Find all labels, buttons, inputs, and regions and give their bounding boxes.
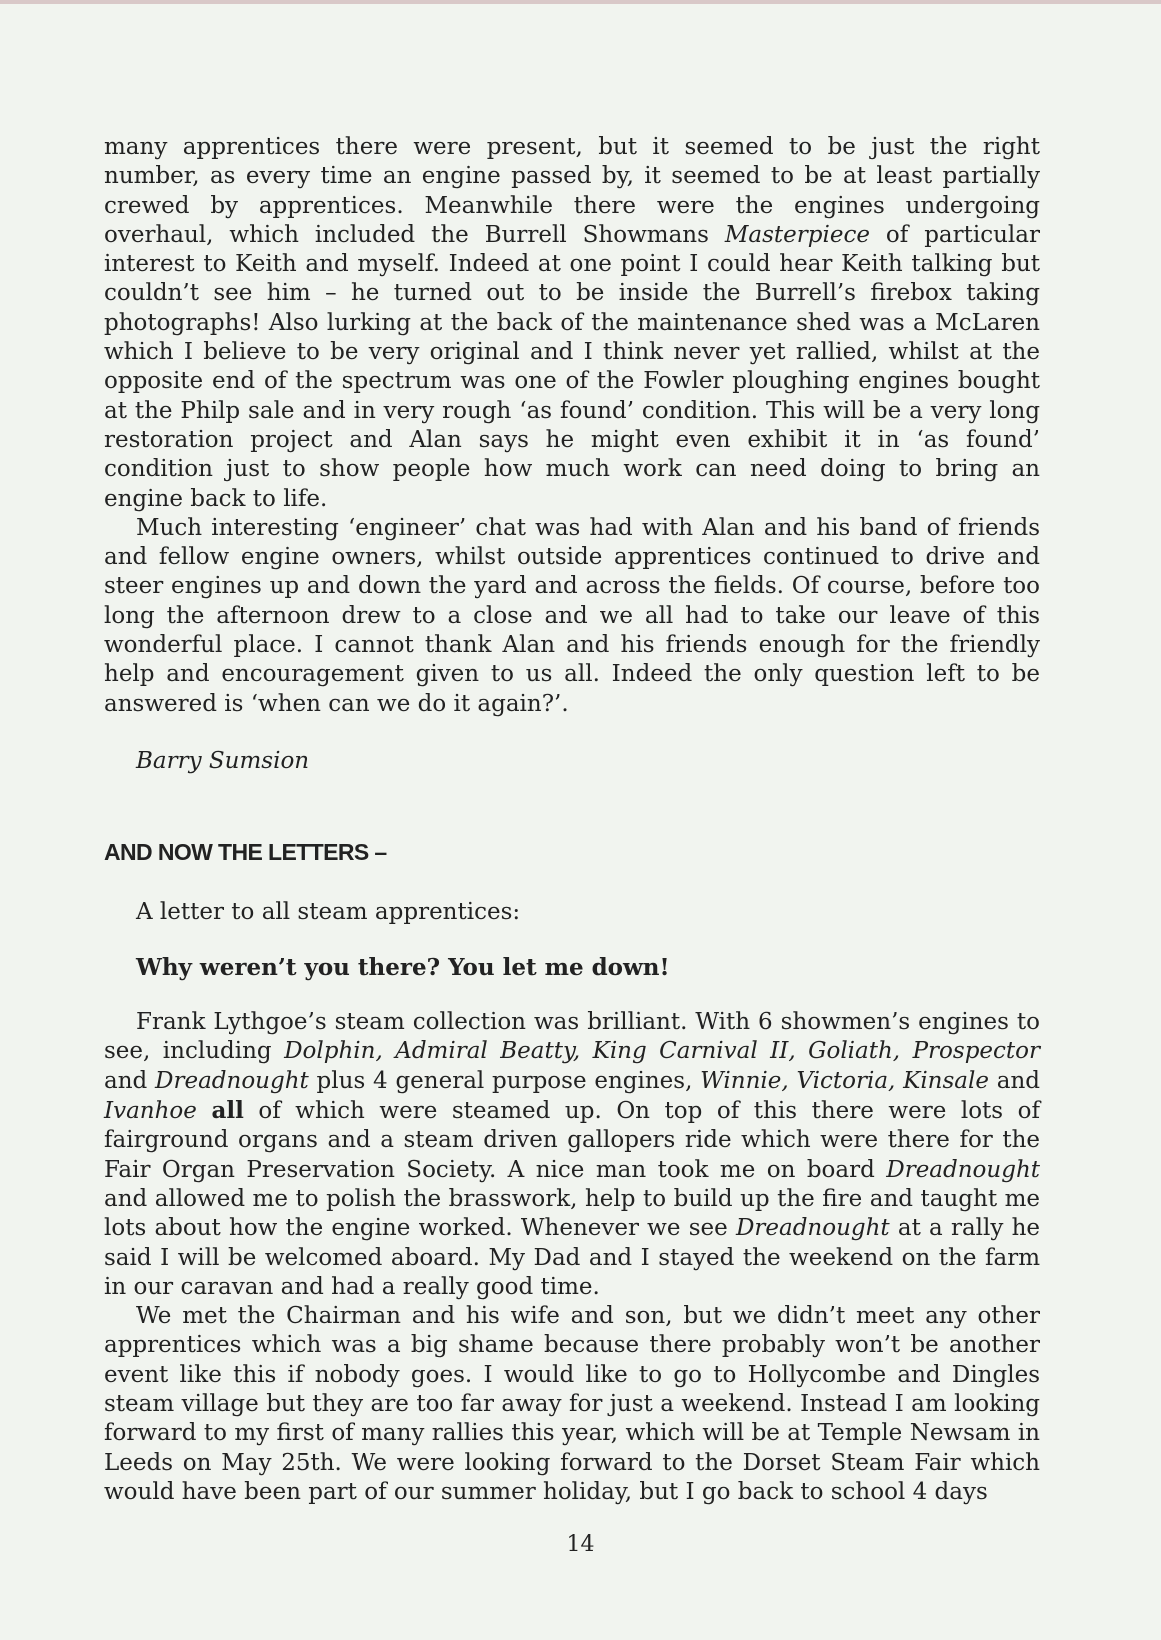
text-run: and allowed me to polish the brasswork, help to build up the fire and taught me lots about how the engine worked. Whenever we see: [104, 1185, 1040, 1242]
italic-text: Ivanhoe: [104, 1098, 197, 1125]
italic-text: Dreadnought: [886, 1156, 1040, 1183]
letter-paragraph: [104, 1302, 1040, 1507]
letter-paragraph: [104, 1008, 1040, 1302]
page-number: 14: [566, 1532, 595, 1557]
text-run: We met the Chairman and his wife and son, but we didn’t meet any other apprentices which was a big shame because there probably won’t be another event like this if nobody goes. I would like to go to Hollycombe and Dingles steam village but they are too far away for just a weekend. Instead I am looking forward to my first of many rallies this year, which will be at Temple Newsam in Leeds on May 25th. We were looking forward to the Dorset Steam Fair which would have been part of our summer holiday, but I go back to school 4 days: [104, 1303, 1040, 1505]
letter-intro: A letter to all steam apprentices:: [136, 898, 521, 925]
letter-tagline: Why weren’t you there? You let me down!: [136, 953, 670, 981]
italic-text: Winnie, Victoria, Kinsale: [700, 1067, 989, 1094]
article-paragraph: [104, 133, 1040, 514]
text-run: and: [988, 1067, 1041, 1094]
italic-text: Dreadnought: [155, 1067, 309, 1094]
text-run: [197, 1098, 212, 1124]
section-heading: AND NOW THE LETTERS –: [104, 839, 387, 866]
text-run: plus 4 general purpose engines,: [308, 1067, 701, 1094]
text-run: Much interesting ‘engineer’ chat was had with Alan and his band of friends and fellow engine owners, whilst outside apprentices continued to drive and steer engines up and down the yard and across the fields. Of course, before too long the afternoon drew to a close and we all had to take our leave of this wonderful place. I cannot thank Alan and his friends enough for the friendly help and encouragement given to us all. Indeed the only question left to be answered is ‘when can we do it again?’.: [104, 514, 1040, 717]
text-run: many apprentices there were present, but it seemed to be just the right number, as every time an engine passed by, it seemed to be at least partially crewed by apprentices. Meanwhile there were the engines undergoing overhaul, which included the Burrell Showmans: [104, 134, 1040, 248]
text-run: of which were steamed up. On top of this there were lots of fairground organs and a steam driven gallopers ride which were there for the Fair Organ Preservation Society. A nice man took me on board: [104, 1098, 1041, 1183]
page-top-edge: [0, 0, 1161, 4]
italic-text: Dolphin, Admiral Beatty, King Carnival II, Goliath, Prospector: [284, 1038, 1040, 1065]
page-body: [104, 133, 1040, 1507]
text-run: Frank Lythgoe’s steam collection was brilliant. With 6 showmen’s engines to see, including: [104, 1009, 1040, 1065]
italic-text: Masterpiece: [724, 221, 870, 248]
text-run: and: [104, 1067, 156, 1094]
italic-text: Dreadnought: [735, 1215, 890, 1242]
text-run: at a rally he said I will be welcomed aboard. My Dad and I stayed the weekend on the farm in our caravan and had a really good time.: [104, 1215, 1041, 1300]
bold-text: all: [211, 1097, 244, 1125]
article-paragraph: [104, 514, 1040, 719]
author-signature: Barry Sumsion: [136, 747, 310, 774]
text-run: of particular interest to Keith and myself. Indeed at one point I could hear Keith talking but couldn’t see him – he turned out to be inside the Burrell’s firebox taking photographs! Also lurking at the back of the maintenance shed was a McLaren which I believe to be very original and I think never yet rallied, whilst at the opposite end of the spectrum was one of the Fowler ploughing engines bought at the Philp sale and in very rough ‘as found’ condition. This will be a very long restoration project and Alan says he might even exhibit it in ‘as found’ condition just to show people how much work can need doing to bring an engine back to life.: [104, 221, 1040, 512]
